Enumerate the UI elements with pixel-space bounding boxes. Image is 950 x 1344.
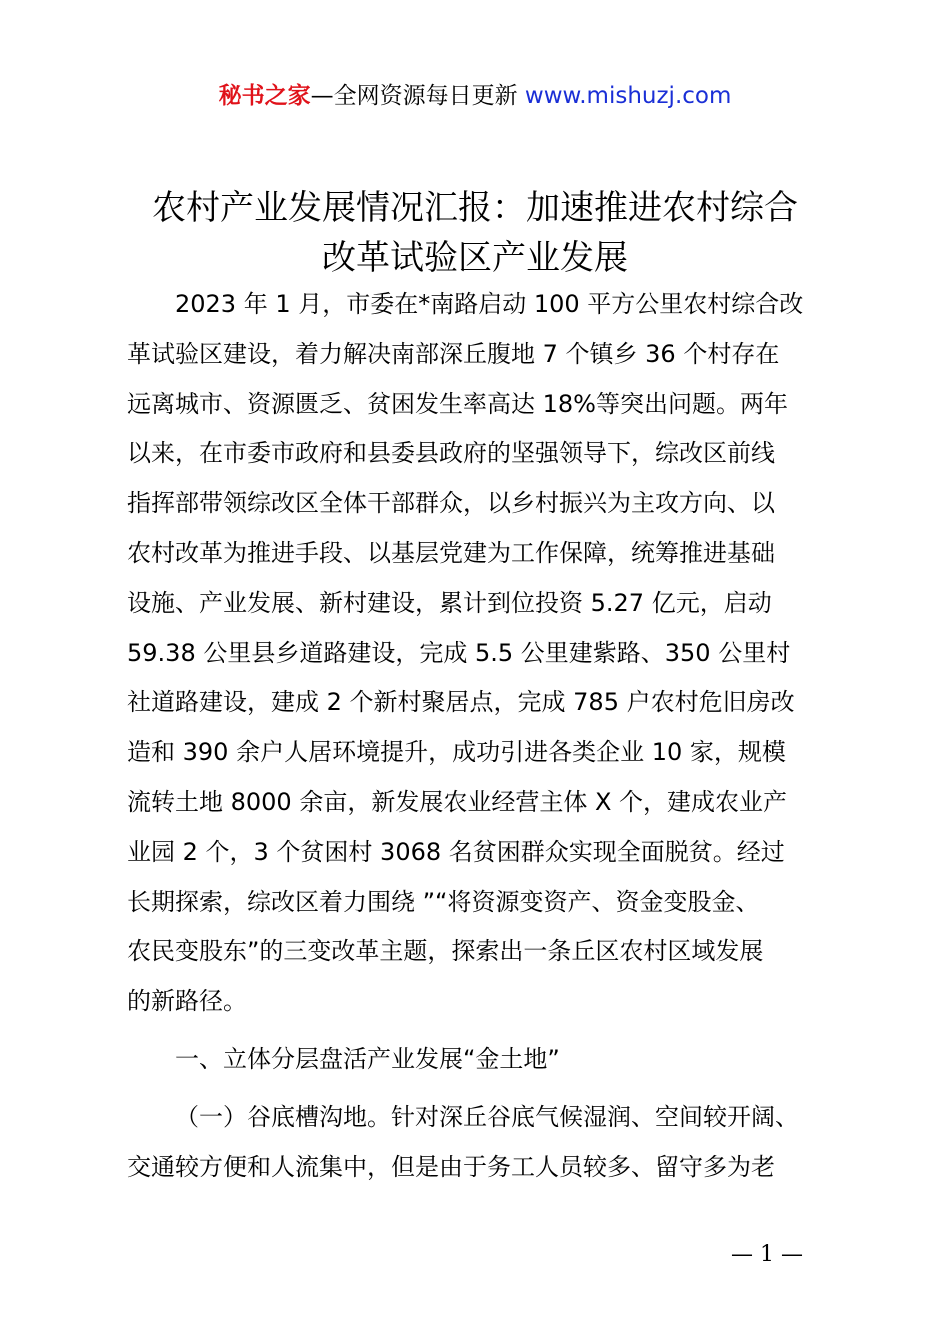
text-line: 社道路建设，建成 2 个新村聚居点，完成 785 户农村危旧房改 xyxy=(127,688,795,717)
site-url-link[interactable]: www.mishuzj.com xyxy=(524,83,732,109)
site-banner xyxy=(0,80,950,112)
text-line: 的新路径。 xyxy=(127,987,247,1016)
text-line: 2023 年 1 月，市委在*南路启动 100 平方公里农村综合改 xyxy=(175,290,804,318)
text-line: 业园 2 个，3 个贫困村 3068 名贫困群众实现全面脱贫。经过 xyxy=(127,837,785,866)
banner-tagline: —全网资源每日更新 xyxy=(310,83,518,109)
document-title xyxy=(100,183,850,283)
text-line: 59.38 公里县乡道路建设，完成 5.5 公里建紫路、350 公里村 xyxy=(127,638,791,667)
paragraph-spacer xyxy=(127,1027,833,1035)
text-line: 造和 390 余户人居环境提升，成功引进各类企业 10 家，规模 xyxy=(127,738,786,767)
text-line: 农民变股东”的三变改革主题，探索出一条丘区农村区域发展 xyxy=(127,937,764,966)
text-line: （一）谷底槽沟地。针对深丘谷底气候湿润、空间较开阔、 xyxy=(175,1102,799,1131)
text-line: 革试验区建设，着力解决南部深丘腹地 7 个镇乡 36 个村存在 xyxy=(127,339,780,368)
text-line: 农村改革为推进手段、以基层党建为工作保障，统筹推进基础 xyxy=(127,538,775,567)
text-line: 以来，在市委市政府和县委县政府的坚强领导下，综改区前线 xyxy=(127,439,775,468)
text-line: 设施、产业发展、新村建设，累计到位投资 5.27 亿元，启动 xyxy=(127,588,772,617)
section-heading-1 xyxy=(127,1035,833,1085)
document-body xyxy=(127,280,833,1192)
title-line-1: 农村产业发展情况汇报：加速推进农村综合 xyxy=(152,188,798,228)
paragraph-intro xyxy=(127,280,833,1027)
section-heading-text: 一、立体分层盘活产业发展“金土地” xyxy=(175,1044,560,1073)
text-line: 流转土地 8000 余亩，新发展农业经营主体 X 个，建成农业产 xyxy=(127,787,788,816)
text-line: 长期探索，综改区着力围绕 ”“将资源变资产、资金变股金、 xyxy=(127,887,760,916)
page-number: — 1 — xyxy=(731,1242,803,1267)
title-line-2: 改革试验区产业发展 xyxy=(322,238,628,278)
text-line: 交通较方便和人流集中，但是由于务工人员较多、留守多为老 xyxy=(127,1152,775,1181)
paragraph-spacer xyxy=(127,1085,833,1093)
text-line: 远离城市、资源匮乏、贫困发生率高达 18%等突出问题。两年 xyxy=(127,389,788,418)
paragraph-subsection-1 xyxy=(127,1093,833,1193)
text-line: 指挥部带领综改区全体干部群众，以乡村振兴为主攻方向、以 xyxy=(127,489,775,518)
brand-name: 秘书之家 xyxy=(218,83,311,109)
